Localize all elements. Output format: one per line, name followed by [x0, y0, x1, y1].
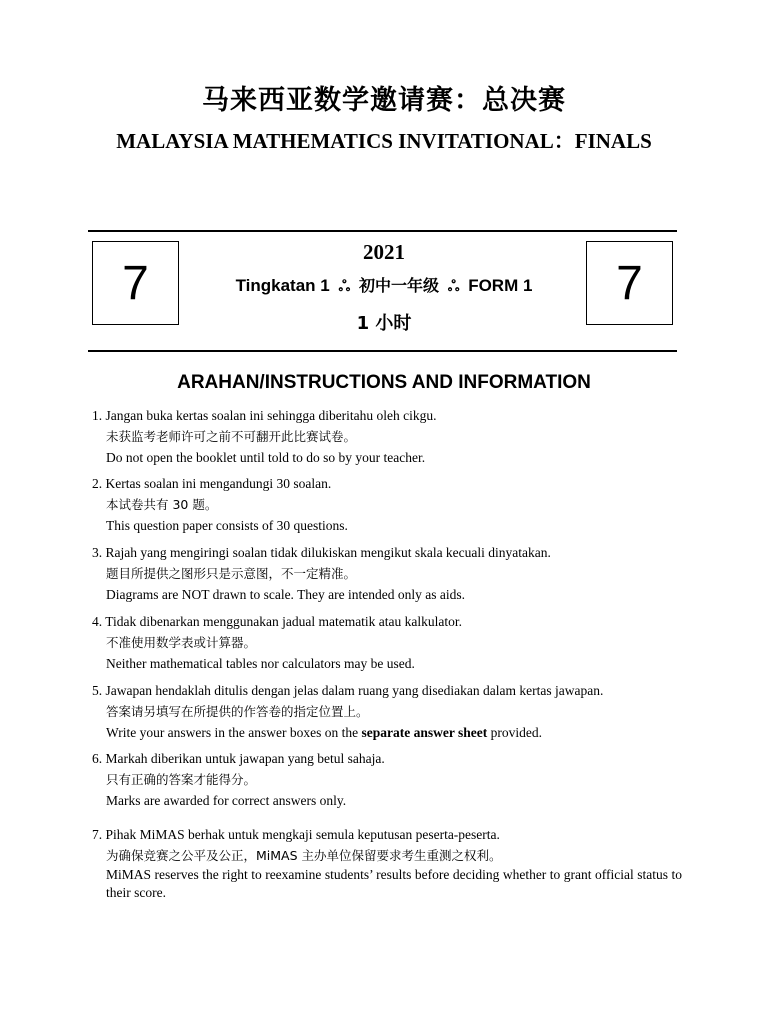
ornament-icon: ஃ	[447, 278, 460, 295]
form-chinese: 初中一年级	[358, 276, 439, 295]
instruction-item-5	[92, 680, 682, 743]
instruction-malay: 4. Tidak dibenarkan menggunakan jadual matematik atau kalkulator.	[92, 614, 463, 629]
instruction-english-text: Write your answers in the answer boxes on the	[106, 725, 362, 740]
form-malay: Tingkatan 1	[235, 276, 330, 295]
instruction-chinese: 答案请另填写在所提供的作答卷的指定位置上。	[106, 704, 369, 719]
ornament-icon: ஃ	[338, 278, 351, 295]
form-level-line	[0, 273, 768, 297]
instruction-english: Do not open the booklet until told to do so by your teacher.	[106, 450, 426, 465]
instruction-malay: 1. Jangan buka kertas soalan ini sehingga diberitahu oleh cikgu.	[92, 408, 437, 423]
instruction-english: Neither mathematical tables nor calculators may be used.	[106, 656, 415, 671]
instruction-item-1	[92, 405, 682, 468]
exam-duration: 1 小时	[356, 313, 412, 334]
instruction-malay: 2. Kertas soalan ini mengandungi 30 soalan.	[92, 476, 332, 491]
instruction-malay: 3. Rajah yang mengiringi soalan tidak dilukiskan mengikut skala kecuali dinyatakan.	[92, 545, 551, 560]
title-english: MALAYSIA MATHEMATICS INVITATIONAL：FINALS	[116, 129, 652, 153]
level-box-left: 7	[92, 241, 179, 325]
title-chinese: 马来西亚数学邀请赛：总决赛	[202, 85, 566, 116]
form-english: FORM 1	[468, 276, 533, 295]
instruction-malay: 6. Markah diberikan untuk jawapan yang betul sahaja.	[92, 751, 385, 766]
instruction-item-4	[92, 611, 682, 674]
instruction-item-6	[92, 748, 682, 811]
instruction-chinese: 不准使用数学表或计算器。	[106, 635, 257, 650]
exam-year: 2021	[363, 240, 405, 264]
instruction-malay: 5. Jawapan hendaklah ditulis dengan jelas dalam ruang yang disediakan dalam kertas jawapan.	[92, 683, 604, 698]
instruction-chinese: 只有正确的答案才能得分。	[106, 772, 257, 787]
instruction-chinese: 题目所提供之图形只是示意图，不一定精准。	[106, 566, 357, 581]
level-box-right: 7	[586, 241, 673, 325]
instruction-english: Diagrams are NOT drawn to scale. They are intended only as aids.	[106, 587, 466, 602]
header-rule-top	[88, 230, 677, 232]
instruction-english: MiMAS reserves the right to reexamine students’ results before deciding whether to grant official status to their score.	[106, 867, 682, 900]
instruction-chinese: 未获监考老师许可之前不可翻开此比赛试卷。	[106, 429, 357, 444]
instruction-english: This question paper consists of 30 questions.	[106, 518, 348, 533]
instruction-malay: 7. Pihak MiMAS berhak untuk mengkaji semula keputusan peserta-peserta.	[92, 827, 500, 842]
instruction-english-text: provided.	[487, 725, 542, 740]
instruction-item-7	[92, 824, 682, 902]
instruction-item-3	[92, 542, 682, 605]
instruction-english	[92, 722, 682, 743]
header-rule-bottom	[88, 350, 677, 352]
instructions-heading: ARAHAN/INSTRUCTIONS AND INFORMATION	[177, 372, 591, 393]
instruction-chinese: 本试卷共有 30 题。	[106, 497, 218, 512]
instruction-english: Marks are awarded for correct answers only.	[106, 793, 347, 808]
instruction-chinese: 为确保竞赛之公平及公正，MiMAS 主办单位保留要求考生重测之权利。	[106, 848, 502, 863]
separate-answer-sheet-emphasis: separate answer sheet	[361, 725, 488, 740]
instruction-item-2	[92, 473, 682, 536]
